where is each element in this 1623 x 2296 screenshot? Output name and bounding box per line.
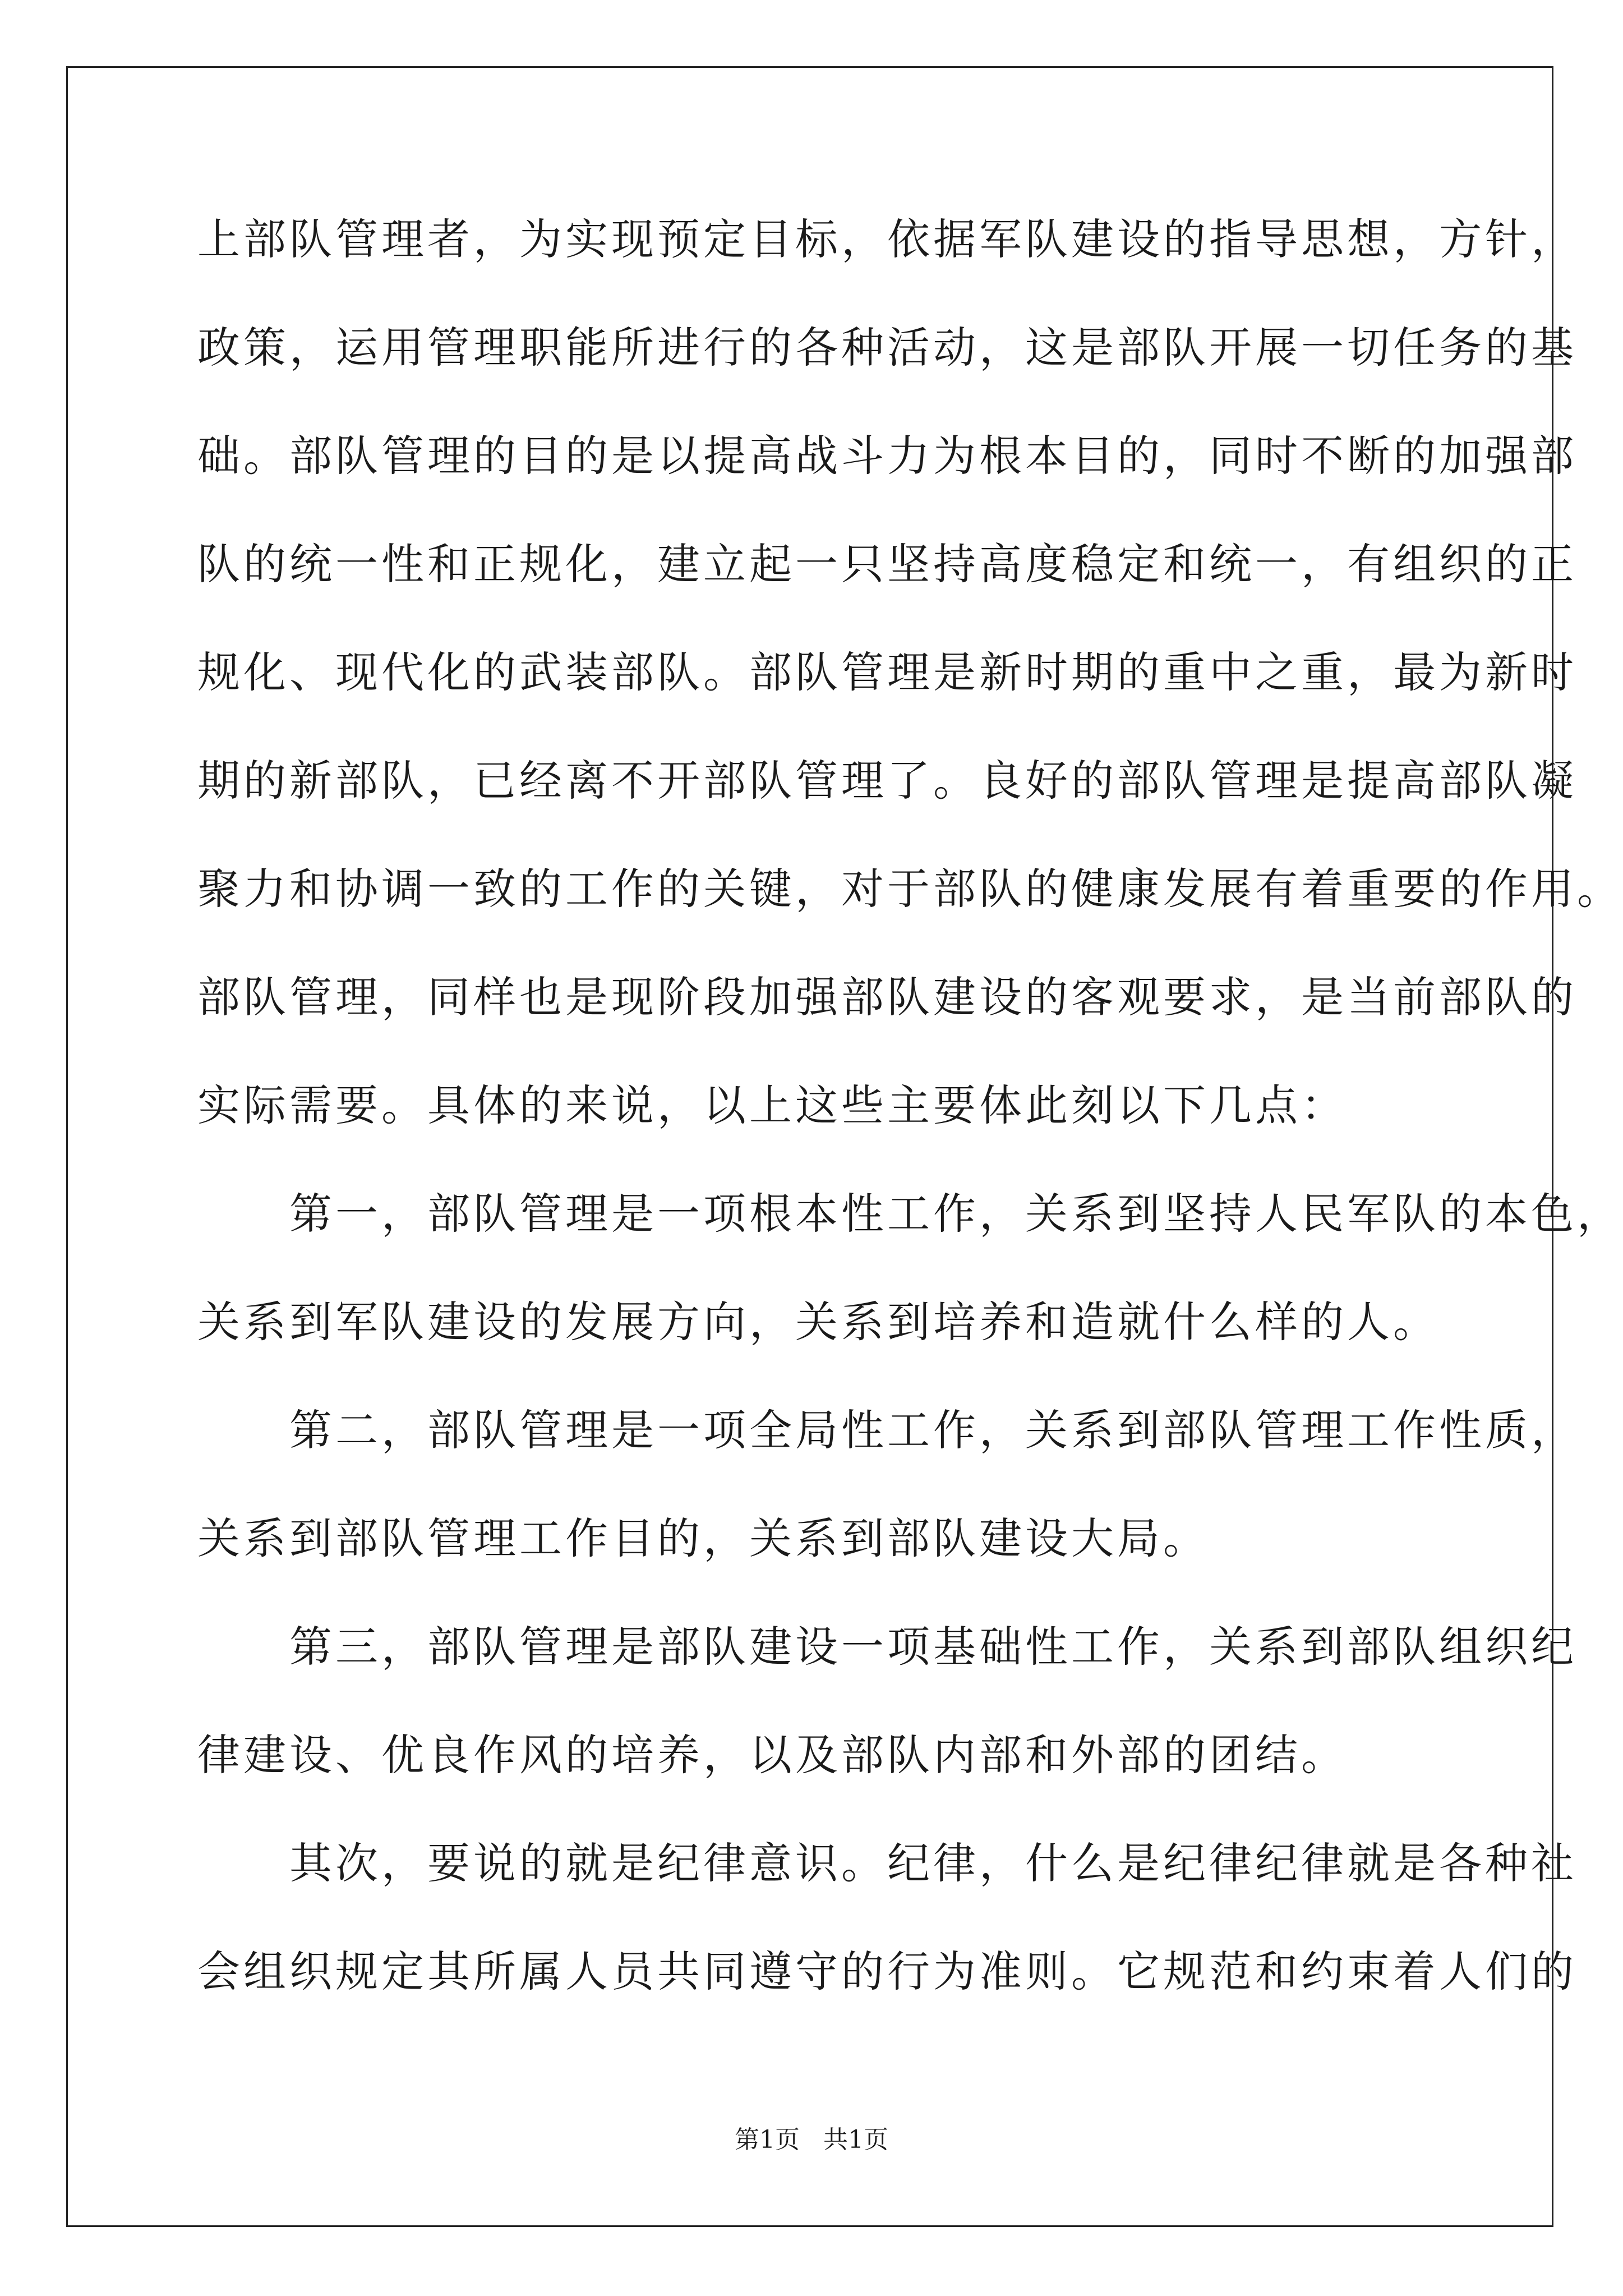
text-line: 部队管理，同样也是现阶段加强部队建设的客观要求，是当前部队的	[197, 972, 1577, 1022]
text-line: 聚力和协调一致的工作的关键，对于部队的健康发展有着重要的作用。	[197, 864, 1623, 914]
text-line: 关系到军队建设的发展方向，关系到培养和造就什么样的人。	[197, 1297, 1439, 1347]
text-line: 第一，部队管理是一项根本性工作，关系到坚持人民军队的本色，	[197, 1189, 1623, 1239]
text-line: 律建设、优良作风的培养，以及部队内部和外部的团结。	[197, 1730, 1347, 1780]
text-line: 期的新部队，已经离不开部队管理了。良好的部队管理是提高部队凝	[197, 756, 1577, 806]
page-footer: 第1页 共1页	[735, 2125, 888, 2154]
text-line: 上部队管理者，为实现预定目标，依据军队建设的指导思想，方针，	[197, 214, 1577, 264]
text-line: 关系到部队管理工作目的，关系到部队建设大局。	[197, 1513, 1209, 1563]
text-line: 础。部队管理的目的是以提高战斗力为根本目的，同时不断的加强部	[197, 431, 1577, 481]
text-line: 会组织规定其所属人员共同遵守的行为准则。它规范和约束着人们的	[197, 1947, 1577, 1996]
text-line: 规化、现代化的武装部队。部队管理是新时期的重中之重，最为新时	[197, 647, 1577, 697]
text-line: 第二，部队管理是一项全局性工作，关系到部队管理工作性质，	[197, 1405, 1577, 1455]
text-line: 实际需要。具体的来说，以上这些主要体此刻以下几点：	[197, 1080, 1347, 1130]
text-line: 政策，运用管理职能所进行的各种活动，这是部队开展一切任务的基	[197, 323, 1577, 372]
text-line: 第三，部队管理是部队建设一项基础性工作，关系到部队组织纪	[197, 1622, 1577, 1672]
text-line: 其次，要说的就是纪律意识。纪律，什么是纪律纪律就是各种社	[197, 1838, 1577, 1888]
text-line: 队的统一性和正规化，建立起一只坚持高度稳定和统一，有组织的正	[197, 539, 1577, 589]
body-text	[197, 185, 1623, 2026]
